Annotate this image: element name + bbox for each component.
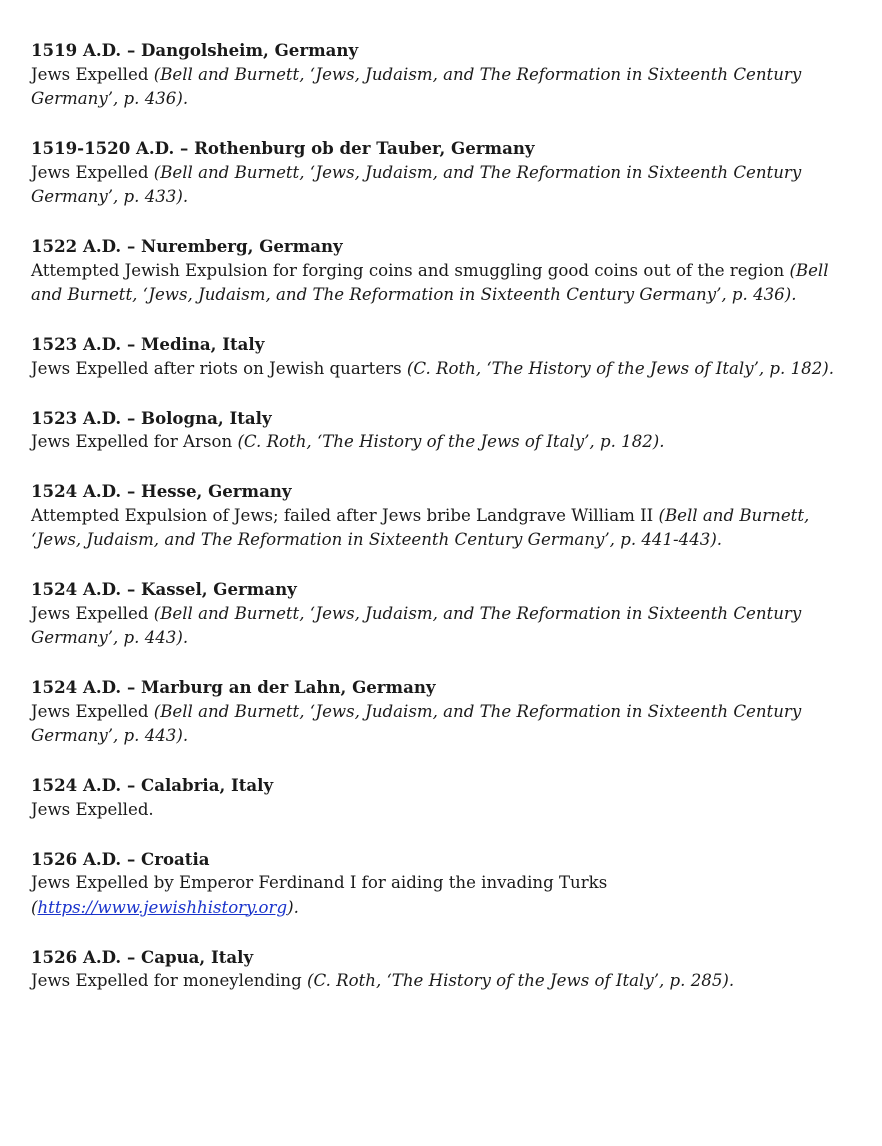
entry-heading: 1524 A.D. – Marburg an der Lahn, Germany [31,677,436,697]
entry-heading: 1524 A.D. – Kassel, Germany [31,579,297,599]
entry-text: Jews Expelled [31,701,154,721]
entry-heading: 1523 A.D. – Medina, Italy [31,334,265,354]
entry-citation: (C. Roth, ‘The History of the Jews of Italy’, p. 182). [237,432,665,451]
entry-heading: 1524 A.D. – Calabria, Italy [31,775,274,795]
entry-text: Jews Expelled for Arson [31,432,238,451]
entry-body [31,63,851,112]
entry-marburg [31,675,851,749]
entry-citation: (Bell and Burnett, ‘Jews, Judaism, and The Reformation in Sixteenth Century Germany’, p. 441-443). [31,505,810,549]
entry-body [31,357,851,382]
entry-text: Jews Expelled for moneylending [31,971,307,990]
entry-citation: (C. Roth, ‘The History of the Jews of Italy’, p. 285). [307,971,735,990]
entry-text: Jews Expelled [31,64,154,84]
entry-bologna [31,406,851,455]
source-link[interactable]: https://www.jewishhistory.org [37,897,288,917]
entry-text: Attempted Expulsion of Jews; failed after Jews bribe Landgrave William II [31,505,659,525]
entry-capua [31,945,851,994]
entry-heading: 1519 A.D. – Dangolsheim, Germany [31,40,359,60]
entry-body [31,969,851,994]
document-page [31,38,851,1018]
entry-croatia [31,847,851,921]
entry-heading: 1519-1520 A.D. – Rothenburg ob der Tauber, Germany [31,138,535,158]
entry-body [31,504,851,553]
entry-citation: (Bell and Burnett, ‘Jews, Judaism, and The Reformation in Sixteenth Century Germany’, p. 436). [31,64,802,108]
entry-citation: (Bell and Burnett, ‘Jews, Judaism, and The Reformation in Sixteenth Century Germany’, p. 433). [31,162,802,206]
entry-body [31,700,851,749]
entry-body [31,161,851,210]
entry-nuremberg [31,234,851,308]
entry-heading: 1523 A.D. – Bologna, Italy [31,407,272,428]
entry-heading: 1526 A.D. – Croatia [31,848,210,869]
entry-text: Jews Expelled after riots on Jewish quarters [31,358,407,378]
entry-text: Jews Expelled [31,603,154,623]
entry-body [31,430,851,455]
entry-rothenburg [31,136,851,210]
entry-text: Attempted Jewish Expulsion for forging coins and smuggling good coins out of the region [31,260,790,280]
entry-citation: (Bell and Burnett, ‘Jews, Judaism, and The Reformation in Sixteenth Century Germany’, p. 443). [31,701,802,745]
entry-text: Jews Expelled by Emperor Ferdinand I for aiding the invading Turks [31,873,608,892]
entry-heading: 1524 A.D. – Hesse, Germany [31,481,292,501]
entry-body [31,259,851,308]
entry-heading: 1526 A.D. – Capua, Italy [31,946,254,967]
entry-body [31,798,851,823]
entry-citation: (Bell and Burnett, ‘Jews, Judaism, and The Reformation in Sixteenth Century Germany’, p. 443). [31,603,802,647]
link-close-paren: ). [287,897,299,917]
link-open-paren: ( [31,897,38,917]
entry-hesse [31,479,851,553]
entry-medina [31,332,851,381]
entry-body [31,871,851,920]
entry-citation: (C. Roth, ‘The History of the Jews of Italy’, p. 182). [406,358,835,378]
entry-kassel [31,577,851,651]
entry-text: Jews Expelled. [31,799,154,819]
entry-body [31,602,851,651]
entry-dangolsheim [31,38,851,112]
entry-calabria [31,773,851,822]
entry-heading: 1522 A.D. – Nuremberg, Germany [31,236,343,256]
entry-citation: (Bell and Burnett, ‘Jews, Judaism, and The Reformation in Sixteenth Century Germany’, p. 436). [31,260,829,304]
entry-text: Jews Expelled [31,162,154,182]
